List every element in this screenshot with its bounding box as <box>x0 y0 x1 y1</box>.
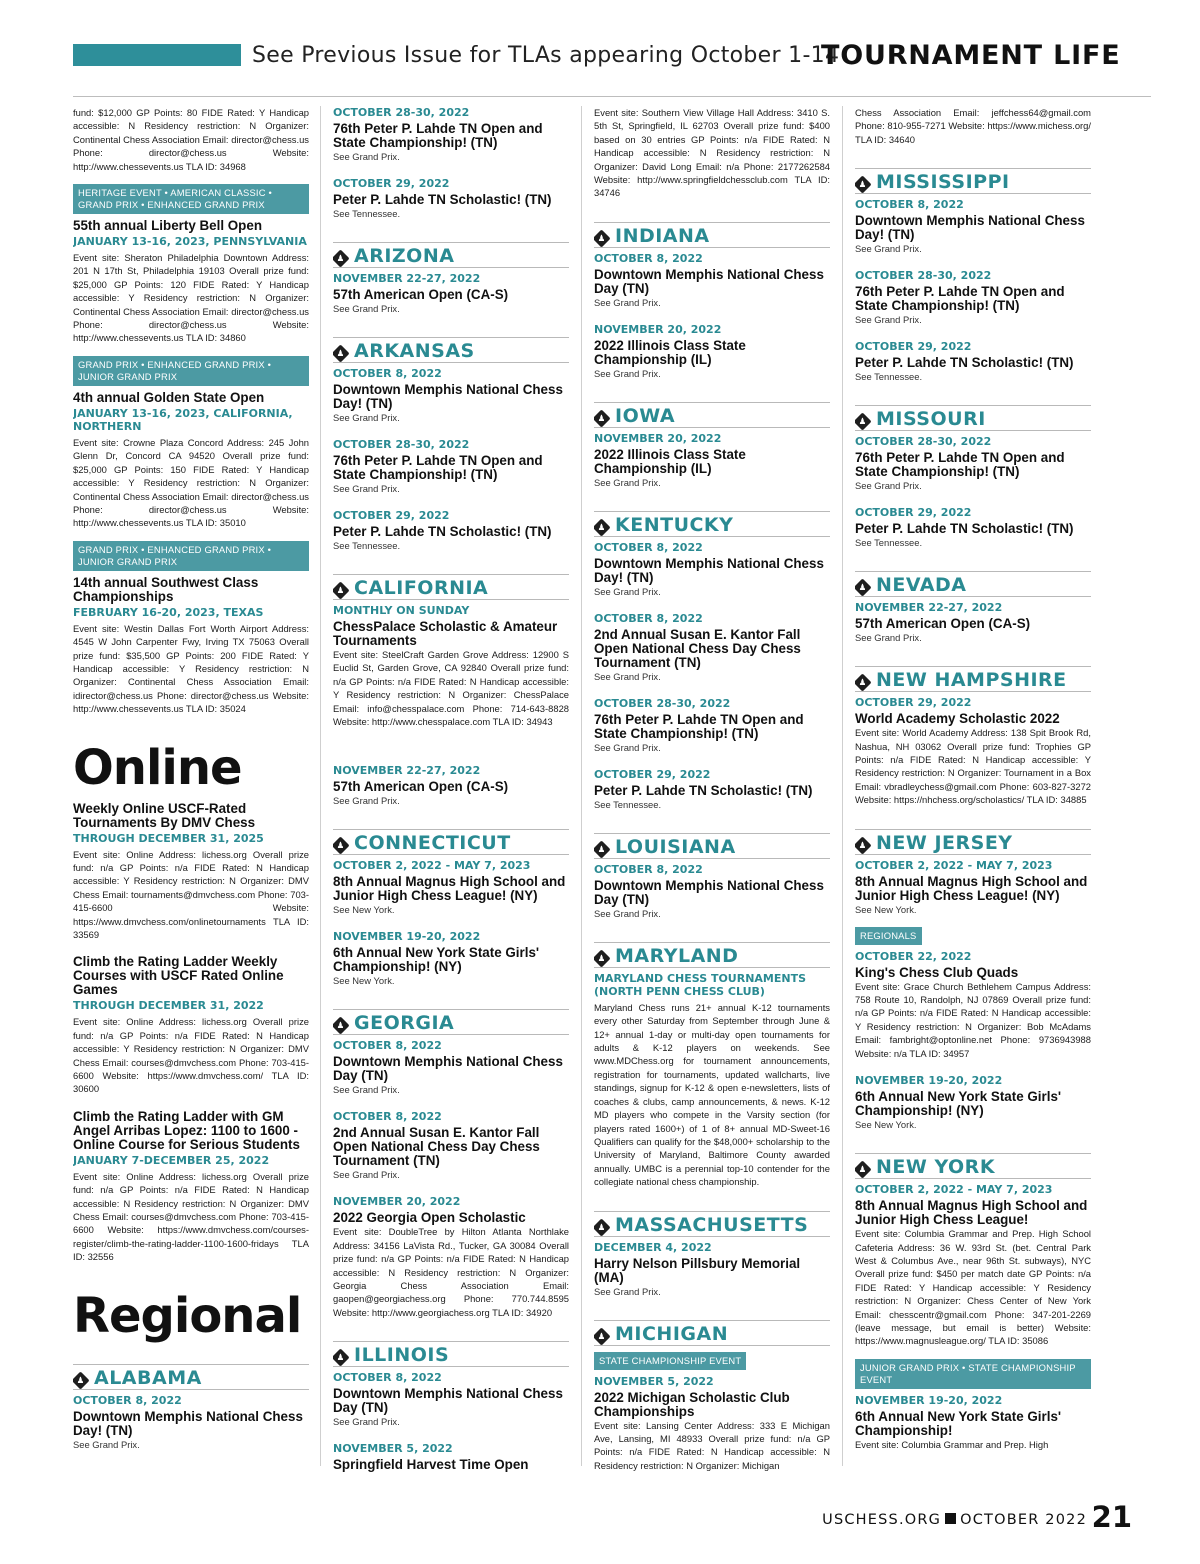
event-name: Springfield Harvest Time Open <box>333 1457 529 1473</box>
state-label: LOUISIANA <box>615 835 736 858</box>
event-date: OCTOBER 29, 2022 <box>855 696 972 710</box>
event-reference: See New York. <box>855 903 917 915</box>
state-marker-icon: ♟ <box>333 344 350 362</box>
event-reference: See Tennessee. <box>333 540 401 551</box>
header-title: TOURNAMENT LIFE <box>821 40 1121 71</box>
event-name: Peter P. Lahde TN Scholastic! (TN) <box>333 524 552 539</box>
column-divider <box>320 106 321 1466</box>
state-heading-new-hampshire <box>855 666 1091 692</box>
event-entry <box>594 323 830 380</box>
state-label: ILLINOIS <box>354 1344 450 1367</box>
state-label: CONNECTICUT <box>354 832 511 855</box>
event-date: NOVEMBER 19-20, 2022 <box>333 930 481 944</box>
event-date: JANUARY 13-16, 2023, PENNSYLVANIA <box>73 235 307 249</box>
event-name: Downtown Memphis National Chess Day (TN) <box>594 877 824 907</box>
event-date: MARYLAND CHESS TOURNAMENTS (NORTH PENN CHESS CLUB) <box>594 971 807 998</box>
state-heading-illinois <box>333 1341 569 1367</box>
state-heading-louisiana <box>594 833 830 859</box>
state-label: MASSACHUSETTS <box>615 1213 809 1236</box>
header-subtitle: See Previous Issue for TLAs appearing October 1-14 <box>252 43 840 68</box>
event-date: NOVEMBER 22-27, 2022 <box>855 601 1003 615</box>
state-label: IOWA <box>615 404 676 427</box>
event-name: 6th Annual New York State Girls' Championship! (NY) <box>855 1089 1062 1119</box>
event-name: 76th Peter P. Lahde TN Open and State Championship! (TN) <box>333 453 543 482</box>
event-name: 55th annual Liberty Bell Open <box>73 218 262 234</box>
state-marker-icon: ♟ <box>333 837 350 855</box>
event-reference: See Tennessee. <box>594 798 662 810</box>
event-date: OCTOBER 8, 2022 <box>333 1110 442 1124</box>
event-date: NOVEMBER 20, 2022 <box>333 1195 461 1209</box>
state-marker-icon: ♟ <box>73 1371 90 1389</box>
event-entry <box>333 177 569 220</box>
event-date: OCTOBER 8, 2022 <box>73 1393 182 1407</box>
event-entry <box>855 269 1091 326</box>
event-reference: See Grand Prix. <box>333 1416 400 1428</box>
event-name: Downtown Memphis National Chess Day (TN) <box>333 1386 563 1416</box>
event-name: Downtown Memphis National Chess Day (TN) <box>333 1054 563 1084</box>
event-entry <box>333 1195 569 1319</box>
section-heading-regional: Regional <box>73 1287 302 1344</box>
state-marker-icon: ♟ <box>594 1327 611 1345</box>
section-heading-online: Online <box>73 739 242 796</box>
listing-details: Event site: Online Address: lichess.org Overall prize fund: n/a GP Points: n/a FIDE Rated: N Handicap accessible: N Residency restriction: N Organizer: DMV Chess Email: courses@dmvchess.com Phone: 703-415-6600 Website: https://www.dmvchess.com/courses-register/climb-the-rating-ladder-1100-1600-fridays TLA ID: 32556 <box>73 1170 309 1263</box>
event-name: Downtown Memphis National Chess Day! (TN) <box>333 382 563 411</box>
event-name: 14th annual Southwest Class Championships <box>73 574 259 604</box>
listing-details: Maryland Chess runs 21+ annual K-12 tournaments every other Saturday from September through June & 12+ annual 1-day or multi-day open tournaments for adults & K-12 players on weekends. See www.MDChess.org for tournament announcements, registration for tournaments, updated wallcharts, live standings, signup for K-12 & open e-newsletters, lists of coaches & clubs, camp announcements, & news. K-12 MD players who compete in the Varsity section (for players rated 1600+) of 1 of 8+ annual MD-Sweet-16 Qualifiers can qualify for the $48,000+ scholarship to the University of Maryland, Baltimore County awarded annually. UMBC is a perennial top-10 contender for the collegiate national chess championship. <box>594 1001 830 1188</box>
event-reference: See Grand Prix. <box>73 1438 140 1450</box>
event-name: Peter P. Lahde TN Scholastic! (TN) <box>333 192 552 207</box>
event-name: King's Chess Club Quads <box>855 964 1019 980</box>
state-label: MARYLAND <box>615 944 739 967</box>
state-label: MISSOURI <box>876 408 986 431</box>
event-tag: GRAND PRIX • ENHANCED GRAND PRIX • JUNIOR GRAND PRIX <box>73 541 309 571</box>
footer-issue: OCTOBER 2022 <box>960 1512 1087 1528</box>
event-date: NOVEMBER 22-27, 2022 <box>333 272 481 285</box>
state-marker-icon: ♟ <box>594 518 611 536</box>
state-marker-icon: ♟ <box>333 1349 350 1367</box>
event-name: World Academy Scholastic 2022 <box>855 711 1060 727</box>
event-date: MONTHLY ON SUNDAY <box>333 604 470 617</box>
event-reference: See Grand Prix. <box>855 632 922 644</box>
footer-site: USCHESS.ORG <box>822 1512 942 1528</box>
event-reference: See Grand Prix. <box>333 1169 400 1181</box>
event-name: 57th American Open (CA-S) <box>333 779 509 795</box>
event-reference: See Grand Prix. <box>594 1285 661 1297</box>
event-name: Downtown Memphis National Chess Day! (TN) <box>73 1408 303 1438</box>
listing-details: Event site: Crowne Plaza Concord Address: 245 John Glenn Dr, Concord CA 94520 Overall prize fund: $25,000 GP Points: 150 FIDE Rated: Y Handicap accessible: Y Residency restriction: N Organizer: Continental Chess Association Email: director@chess.us Phone: director@chess.us Website: http://www.chessevents.us TLA ID: 35010 <box>73 436 309 529</box>
event-entry <box>333 1442 569 1472</box>
event-tag: JUNIOR GRAND PRIX • STATE CHAMPIONSHIP EVENT <box>855 1359 1091 1389</box>
event-reference: See Grand Prix. <box>594 670 661 682</box>
event-date: OCTOBER 2, 2022 - MAY 7, 2023 <box>855 858 1053 872</box>
event-name: 4th annual Golden State Open <box>73 389 265 405</box>
event-date: OCTOBER 29, 2022 <box>855 340 972 354</box>
event-date: OCTOBER 8, 2022 <box>855 198 964 212</box>
event-reference: See Grand Prix. <box>333 412 400 423</box>
event-name: Peter P. Lahde TN Scholastic! (TN) <box>855 355 1074 371</box>
state-marker-icon: ♟ <box>855 176 872 194</box>
event-date: THROUGH DECEMBER 31, 2025 <box>73 831 264 845</box>
listing-details: fund: $12,000 GP Points: 80 FIDE Rated: Y Handicap accessible: N Residency restriction: N Organizer: Continental Chess Association Email: director@chess.us Phone: director@chess.us Website: http://www.chessevents.us TLA ID: 34968 <box>73 107 309 172</box>
state-label: GEORGIA <box>354 1012 455 1035</box>
event-date: OCTOBER 8, 2022 <box>333 1371 442 1385</box>
state-label: ARKANSAS <box>354 340 475 362</box>
event-name: 76th Peter P. Lahde TN Open and State Championship! (TN) <box>855 450 1065 480</box>
event-name: 2022 Illinois Class State Championship (IL) <box>594 337 746 367</box>
state-marker-icon: ♟ <box>594 409 611 427</box>
state-label: ALABAMA <box>94 1366 202 1389</box>
event-name: 2022 Michigan Scholastic Club Championships <box>594 1389 790 1419</box>
event-tag: REGIONALS <box>855 927 922 945</box>
event-name: 8th Annual Magnus High School and Junior High Chess League! <box>855 1198 1088 1228</box>
event-entry <box>333 930 569 987</box>
event-reference: See Grand Prix. <box>333 483 400 494</box>
event-entry <box>855 506 1091 549</box>
state-marker-icon: ♟ <box>594 1218 611 1236</box>
event-reference: See Grand Prix. <box>594 907 661 919</box>
state-label: CALIFORNIA <box>354 577 489 599</box>
event-reference: See Grand Prix. <box>333 795 400 807</box>
footer-issue-line <box>822 1512 1087 1528</box>
event-name: Downtown Memphis National Chess Day! (TN) <box>594 555 824 585</box>
state-marker-icon: ♟ <box>594 229 611 247</box>
header-accent-bar <box>73 44 241 66</box>
state-label: MISSISSIPPI <box>876 171 1010 194</box>
event-reference: See Grand Prix. <box>855 243 922 255</box>
event-reference: See Grand Prix. <box>333 303 400 314</box>
state-label: NEW JERSEY <box>876 831 1013 854</box>
event-date: OCTOBER 29, 2022 <box>333 509 450 522</box>
state-label: NEW HAMPSHIRE <box>876 669 1067 692</box>
event-date: DECEMBER 4, 2022 <box>594 1240 712 1254</box>
state-heading-maryland <box>594 942 830 968</box>
event-date: NOVEMBER 22-27, 2022 <box>333 764 481 778</box>
state-heading-new-york <box>855 1153 1091 1179</box>
state-heading-california <box>333 574 569 600</box>
event-tag: GRAND PRIX • ENHANCED GRAND PRIX • JUNIOR GRAND PRIX <box>73 356 309 386</box>
event-name: 76th Peter P. Lahde TN Open and State Championship! (TN) <box>594 711 804 741</box>
event-date: OCTOBER 28-30, 2022 <box>855 269 992 283</box>
event-date: NOVEMBER 19-20, 2022 <box>855 1393 1003 1407</box>
column-2 <box>333 106 569 1476</box>
event-entry <box>855 1074 1091 1131</box>
column-3 <box>594 106 830 1476</box>
listing-details: Event site: Southern View Village Hall Address: 3410 S. 5th St, Springfield, IL 62703 Overall prize fund: $400 based on 30 entries GP Points: n/a FIDE Rated: N Handicap accessible: N Residency restriction: N Organizer: David Long Email: n/a Phone: 2177262584 Website: http://www.springfieldchessclub.com TLA ID: 34746 <box>594 107 830 199</box>
listing-details: Event site: Online Address: lichess.org Overall prize fund: n/a GP Points: n/a FIDE Rated: N Handicap accessible: Y Residency restriction: N Organizer: DMV Chess Email: courses@dmvchess.com Phone: 703-415-6600 Website: https://www.dmvchess.com/ TLA ID: 30600 <box>73 1016 309 1095</box>
event-date: OCTOBER 28-30, 2022 <box>594 696 731 710</box>
event-tag: HERITAGE EVENT • AMERICAN CLASSIC • GRAND PRIX • ENHANCED GRAND PRIX <box>73 184 309 214</box>
event-date: OCTOBER 29, 2022 <box>333 177 450 190</box>
listing-details: Event site: Lansing Center Address: 333 E Michigan Ave, Lansing, MI 48933 Overall prize fund: n/a GP Points: n/a FIDE Rated: N Handicap accessible: N Residency restriction: N Organizer: Michigan <box>594 1419 830 1471</box>
event-reference: See Grand Prix. <box>333 151 400 162</box>
event-reference: See Grand Prix. <box>594 741 661 753</box>
state-marker-icon: ♟ <box>855 836 872 854</box>
event-reference: See New York. <box>333 904 395 916</box>
event-date: FEBRUARY 16-20, 2023, TEXAS <box>73 605 264 619</box>
state-marker-icon: ♟ <box>855 413 872 431</box>
event-date: OCTOBER 28-30, 2022 <box>855 435 992 449</box>
event-name: Climb the Rating Ladder with GM Angel Arribas Lopez: 1100 to 1600 - Online Course for Serious Students <box>73 1108 300 1152</box>
event-name: 2022 Georgia Open Scholastic <box>333 1210 526 1226</box>
state-marker-icon: ♟ <box>333 249 350 267</box>
column-4 <box>855 106 1091 1476</box>
event-name: 57th American Open (CA-S) <box>855 616 1031 632</box>
event-tag: STATE CHAMPIONSHIP EVENT <box>594 1352 746 1370</box>
state-heading-mississippi <box>855 168 1091 194</box>
event-date: OCTOBER 8, 2022 <box>594 611 703 625</box>
state-label: ARIZONA <box>354 245 455 267</box>
event-name: Downtown Memphis National Chess Day (TN) <box>594 266 824 296</box>
event-date: NOVEMBER 5, 2022 <box>594 1374 714 1388</box>
event-date: NOVEMBER 5, 2022 <box>333 1442 453 1456</box>
event-reference: See Grand Prix. <box>594 476 661 488</box>
column-divider <box>581 106 582 1466</box>
event-date: OCTOBER 8, 2022 <box>594 862 703 876</box>
event-reference: See New York. <box>333 975 395 987</box>
event-date: OCTOBER 8, 2022 <box>333 1039 442 1053</box>
event-name: Climb the Rating Ladder Weekly Courses with USCF Rated Online Games <box>73 954 284 998</box>
state-marker-icon: ♟ <box>855 1161 872 1179</box>
event-name: Weekly Online USCF-Rated Tournaments By DMV Chess <box>73 800 256 830</box>
header-rule <box>73 96 1151 97</box>
event-name: 2022 Illinois Class State Championship (IL) <box>594 446 746 476</box>
page-number: 21 <box>1091 1500 1132 1534</box>
event-name: Peter P. Lahde TN Scholastic! (TN) <box>594 782 813 798</box>
event-name: ChessPalace Scholastic & Amateur Tournaments <box>333 619 558 648</box>
event-name: 6th Annual New York State Girls' Championship! <box>855 1408 1062 1438</box>
listing-details: Event site: Grace Church Bethlehem Campus Address: 758 Route 10, Randolph, NJ 07869 Overall prize fund: n/a GP Points: n/a FIDE Rated: N Handicap accessible: Y Residency restriction: N Organizer: Bob McAdams Email: fambright@optonline.net Phone: 9736943988 Website: n/a TLA ID: 34957 <box>855 980 1091 1059</box>
event-date: OCTOBER 29, 2022 <box>594 767 711 781</box>
event-date: NOVEMBER 20, 2022 <box>594 322 722 336</box>
event-entry <box>333 1110 569 1181</box>
state-label: INDIANA <box>615 224 710 247</box>
event-reference: See Grand Prix. <box>333 1084 400 1096</box>
event-reference: See Tennessee. <box>333 208 401 219</box>
event-name: Harry Nelson Pillsbury Memorial (MA) <box>594 1255 801 1285</box>
event-reference: See Grand Prix. <box>594 585 661 597</box>
state-label: NEW YORK <box>876 1156 996 1179</box>
state-heading-missouri <box>855 405 1091 431</box>
event-name: 2nd Annual Susan E. Kantor Fall Open National Chess Day Chess Tournament (TN) <box>594 626 801 670</box>
event-date: NOVEMBER 20, 2022 <box>594 431 722 445</box>
state-heading-alabama <box>73 1364 309 1390</box>
event-name: 2nd Annual Susan E. Kantor Fall Open National Chess Day Chess Tournament (TN) <box>333 1125 540 1169</box>
event-reference: See Tennessee. <box>855 371 923 383</box>
state-heading-arkansas <box>333 337 569 363</box>
state-label: MICHIGAN <box>615 1322 729 1345</box>
column-divider <box>842 106 843 1466</box>
state-marker-icon: ♟ <box>594 949 611 967</box>
event-name: 6th Annual New York State Girls' Championship! (NY) <box>333 945 540 975</box>
event-date: OCTOBER 28-30, 2022 <box>333 106 470 119</box>
listing-details: Event site: Columbia Grammar and Prep. High School Cafeteria Address: 36 W. 93rd St. (bet. Central Park West & Columbus Ave., near 96th St. subways), NYC Overall prize fund: $450 per match date GP Points: n/a FIDE Rated: Y Handicap accessible: Y Residency restriction: N Organizer: Chess Center of New York Email: chesscentr@gmail.com Phone: 347-201-2269 (leave message, but email is better) Website: https://www.magnusleague.org/ TLA ID: 35086 <box>855 1228 1091 1347</box>
state-marker-icon: ♟ <box>855 579 872 597</box>
event-entry <box>333 764 569 807</box>
event-name: 8th Annual Magnus High School and Junior High Chess League! (NY) <box>333 874 566 904</box>
listing-details: Event site: Columbia Grammar and Prep. High <box>855 1438 1049 1450</box>
event-reference: See Tennessee. <box>855 537 923 549</box>
state-marker-icon: ♟ <box>333 1017 350 1035</box>
state-label: KENTUCKY <box>615 513 734 536</box>
state-heading-massachusetts <box>594 1211 830 1237</box>
square-bullet-icon <box>945 1513 956 1524</box>
event-name: Downtown Memphis National Chess Day! (TN) <box>855 213 1085 243</box>
state-heading-georgia <box>333 1009 569 1035</box>
state-marker-icon: ♟ <box>855 674 872 692</box>
event-date: OCTOBER 28-30, 2022 <box>333 438 470 451</box>
state-heading-kentucky <box>594 511 830 537</box>
listing-details: Event site: World Academy Address: 138 Spit Brook Rd, Nashua, NH 03062 Overall prize fund: Trophies GP Points: n/a FIDE Rated: N Handicap accessible: Y Residency restriction: N Organizer: Tournament in a Box Email: vbradleychess@gmail.com Phone: 603-827-3272 Website: https://nhchess.org/scholastics/ TLA ID: 34885 <box>855 727 1091 806</box>
event-entry <box>333 509 569 552</box>
column-1 <box>73 106 309 1476</box>
state-heading-indiana <box>594 222 830 248</box>
event-entry <box>855 340 1091 383</box>
event-reference: See Grand Prix. <box>855 314 922 326</box>
event-name: 76th Peter P. Lahde TN Open and State Championship! (TN) <box>855 284 1065 314</box>
event-reference: See Grand Prix. <box>594 367 661 379</box>
event-date: JANUARY 7-DECEMBER 25, 2022 <box>73 1153 270 1167</box>
state-label: NEVADA <box>876 574 967 597</box>
event-reference: See Grand Prix. <box>594 296 661 308</box>
state-heading-iowa <box>594 402 830 428</box>
listing-details: Event site: SteelCraft Garden Grove Address: 12900 S Euclid St, Garden Grove, CA 92840 Overall prize fund: n/a GP Points: n/a FIDE Rated: N Handicap accessible: Y Residency restriction: N Organizer: ChessPalace Email: info@chesspalace.com Phone: 714-643-8828 Website: http://www.chesspalace.com TLA ID: 34943 <box>333 649 569 728</box>
event-entry <box>333 438 569 495</box>
event-reference: See Grand Prix. <box>855 480 922 492</box>
event-entry <box>594 697 830 754</box>
state-heading-michigan <box>594 1320 830 1346</box>
event-date: OCTOBER 29, 2022 <box>855 506 972 520</box>
event-entry <box>73 1110 309 1264</box>
state-heading-new-jersey <box>855 829 1091 855</box>
event-name: 8th Annual Magnus High School and Junior High Chess League! (NY) <box>855 873 1088 903</box>
event-name: 76th Peter P. Lahde TN Open and State Championship! (TN) <box>333 121 543 150</box>
event-name: 57th American Open (CA-S) <box>333 287 509 302</box>
listing-details: Event site: DoubleTree by Hilton Atlanta Northlake Address: 34156 LaVista Rd., Tucker, GA 30084 Overall prize fund: n/a GP Points: n/a FIDE Rated: N Handicap accessible: N Residency restriction: N Organizer: Georgia Chess Association Email: gaopen@georgiachess.org Phone: 770.744.8595 Website: http://www.georgiachess.org TLA ID: 34920 <box>333 1226 569 1318</box>
state-heading-connecticut <box>333 829 569 855</box>
listing-details: Event site: Online Address: lichess.org Overall prize fund: n/a GP Points: n/a FIDE Rated: N Handicap accessible: Y Residency restriction: N Organizer: DMV Chess Email: tournaments@dmvchess.com Phone: 703-415-6600 Website: https://www.dmvchess.com/onlinetournaments TLA ID: 33569 <box>73 848 309 940</box>
state-heading-arizona <box>333 242 569 268</box>
state-marker-icon: ♟ <box>594 840 611 858</box>
event-date: OCTOBER 8, 2022 <box>333 367 442 380</box>
event-date: OCTOBER 2, 2022 - MAY 7, 2023 <box>855 1183 1053 1197</box>
event-date: OCTOBER 8, 2022 <box>594 251 703 265</box>
state-heading-nevada <box>855 571 1091 597</box>
event-entry <box>73 955 309 1095</box>
event-entry <box>594 768 830 811</box>
event-name: Peter P. Lahde TN Scholastic! (TN) <box>855 521 1074 537</box>
event-date: THROUGH DECEMBER 31, 2022 <box>73 999 264 1013</box>
page-header <box>73 40 1153 80</box>
event-reference: See New York. <box>855 1119 917 1131</box>
event-entry <box>594 612 830 683</box>
event-date: OCTOBER 22, 2022 <box>855 949 972 963</box>
listing-details: Chess Association Email: jeffchess64@gmail.com Phone: 810-955-7271 Website: https://www.michess.org/ TLA ID: 34640 <box>855 107 1091 145</box>
listing-details: Event site: Sheraton Philadelphia Downtown Address: 201 N 17th St, Philadelphia 19103 Overall prize fund: $25,000 GP Points: 120 FIDE Rated: Y Handicap accessible: Y Residency restriction: N Organizer: Continental Chess Association Email: director@chess.us Phone: director@chess.us Website: http://www.chessevents.us TLA ID: 34860 <box>73 252 309 344</box>
listing-details: Event site: Westin Dallas Fort Worth Airport Address: 4545 W John Carpenter Fwy, Irving TX 75063 Overall prize fund: $35,500 GP Points: 200 FIDE Rated: Y Handicap accessible: Y Residency restriction: N Organizer: Continental Chess Association Email: idirector@chess.us Phone: director@chess.us Website: http://www.chessevents.us TLA ID: 35024 <box>73 622 309 715</box>
event-date: OCTOBER 2, 2022 - MAY 7, 2023 <box>333 859 531 873</box>
event-date: OCTOBER 8, 2022 <box>594 540 703 554</box>
event-date: NOVEMBER 19-20, 2022 <box>855 1074 1003 1088</box>
event-date: JANUARY 13-16, 2023, CALIFORNIA, NORTHERN <box>73 406 293 433</box>
state-marker-icon: ♟ <box>333 581 350 599</box>
